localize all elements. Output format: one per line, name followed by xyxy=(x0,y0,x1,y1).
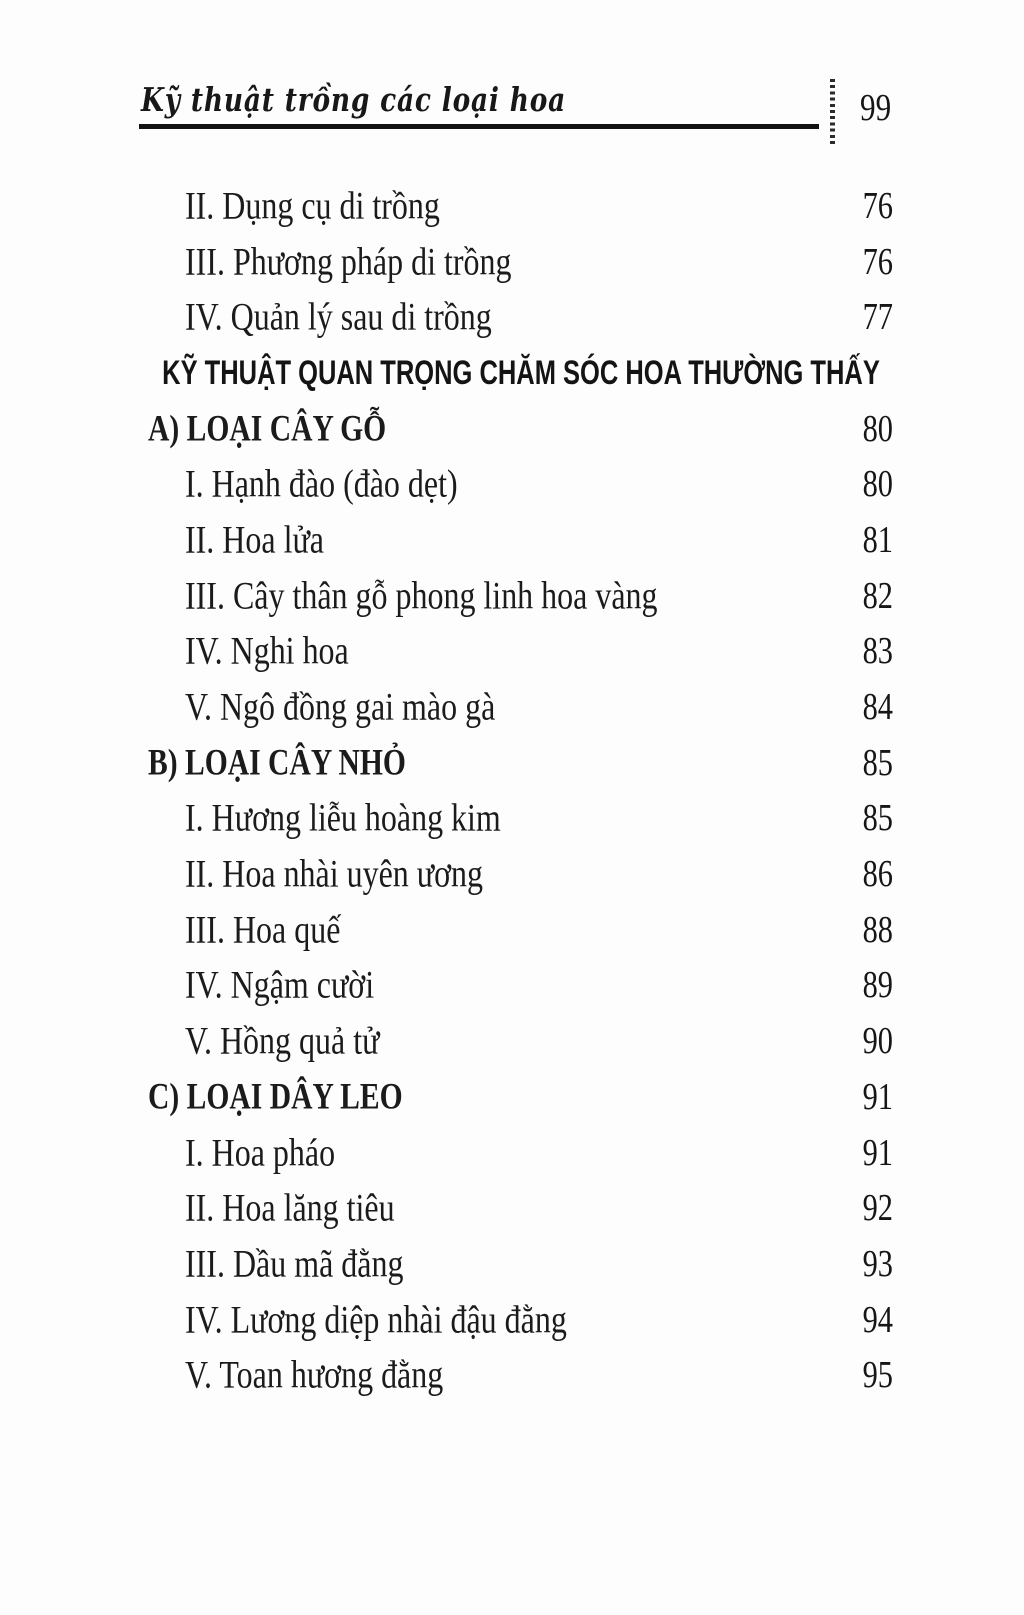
toc-entry-page: 93 xyxy=(862,1242,893,1285)
toc-entry-label: I. Hoa pháo xyxy=(185,1131,336,1175)
toc-entry-label: A) LOẠI CÂY GỖ xyxy=(148,408,387,450)
toc-entry-page: 81 xyxy=(862,518,893,561)
toc-entry-label: II. Dụng cụ di trồng xyxy=(185,184,440,228)
toc-entry-row xyxy=(148,1236,893,1292)
toc-entry-row xyxy=(148,1125,893,1181)
toc-entry-label: I. Hương liễu hoàng kim xyxy=(185,796,501,840)
toc-entry-row xyxy=(148,234,893,290)
toc-entry-row xyxy=(148,1013,893,1069)
toc-entry-label: V. Ngô đồng gai mào gà xyxy=(185,685,496,729)
toc-entry-row xyxy=(148,512,893,568)
toc-entry-label: I. Hạnh đào (đào dẹt) xyxy=(185,462,458,506)
toc-entry-page: 80 xyxy=(862,407,893,450)
toc-part-heading xyxy=(148,345,893,401)
toc-entry-label: C) LOẠI DÂY LEO xyxy=(148,1076,403,1118)
toc-entry-page: 95 xyxy=(862,1354,893,1397)
dotted-divider-icon xyxy=(830,79,835,147)
toc-entry-row xyxy=(148,1347,893,1403)
toc-section-row xyxy=(148,1069,893,1125)
toc-entry-page: 92 xyxy=(862,1187,893,1230)
toc-entry-page: 85 xyxy=(862,741,893,784)
toc-entry-page: 84 xyxy=(862,686,893,729)
toc-entry-page: 80 xyxy=(862,463,893,506)
toc-entry-row xyxy=(148,289,893,345)
toc-entry-label: III. Hoa quế xyxy=(185,908,341,952)
toc-entry-label: III. Cây thân gỗ phong linh hoa vàng xyxy=(185,574,658,618)
toc-entry-label: V. Hồng quả tử xyxy=(185,1019,380,1063)
toc-entry-page: 91 xyxy=(862,1131,893,1174)
toc-entry-label: IV. Lương diệp nhài đậu đằng xyxy=(185,1298,567,1342)
toc-entry-row xyxy=(148,791,893,847)
toc-entry-page: 86 xyxy=(862,853,893,896)
toc-entry-page: 82 xyxy=(862,574,893,617)
toc-entry-row xyxy=(148,568,893,624)
toc-entry-row xyxy=(148,902,893,958)
toc-entry-label: III. Phương pháp di trồng xyxy=(185,240,512,284)
toc-entry-label: III. Dầu mã đằng xyxy=(185,1242,404,1286)
toc-entry-label: IV. Ngậm cười xyxy=(185,963,375,1007)
toc-entry-page: 88 xyxy=(862,908,893,951)
page-number: 99 xyxy=(860,87,892,129)
toc-entry-page: 90 xyxy=(862,1020,893,1063)
toc-entry-row xyxy=(148,624,893,680)
toc-entry-page: 85 xyxy=(862,797,893,840)
toc-entry-row xyxy=(148,846,893,902)
toc-entry-label: II. Hoa lửa xyxy=(185,518,324,562)
toc-entry-page: 77 xyxy=(862,296,893,339)
toc-entry-page: 76 xyxy=(862,240,893,283)
running-head-title: Kỹ thuật trồng các loại hoa xyxy=(141,80,567,119)
toc-entry-label: IV. Nghi hoa xyxy=(185,629,349,673)
toc-entry-row xyxy=(148,1180,893,1236)
toc-entry-label: V. Toan hương đằng xyxy=(185,1353,444,1397)
toc-entry-row xyxy=(148,178,893,234)
toc-section-row xyxy=(148,401,893,457)
toc-entry-page: 83 xyxy=(862,630,893,673)
toc-entry-label: IV. Quản lý sau di trồng xyxy=(185,295,492,339)
header-rule xyxy=(139,124,819,129)
toc-entry-page: 91 xyxy=(862,1075,893,1118)
toc-entry-label: B) LOẠI CÂY NHỎ xyxy=(148,742,406,784)
toc-entry-row xyxy=(148,679,893,735)
toc-entry-page: 89 xyxy=(862,964,893,1007)
toc-entry-label: II. Hoa lăng tiêu xyxy=(185,1186,395,1230)
toc-entry-label: KỸ THUẬT QUAN TRỌNG CHĂM SÓC HOA THƯỜNG THẤY xyxy=(161,353,880,392)
toc-entry-row xyxy=(148,958,893,1014)
toc-list xyxy=(148,178,893,1403)
toc-entry-page: 76 xyxy=(862,184,893,227)
toc-section-row xyxy=(148,735,893,791)
toc-entry-label: II. Hoa nhài uyên ương xyxy=(185,852,484,896)
toc-entry-page: 94 xyxy=(862,1298,893,1341)
toc-entry-row xyxy=(148,456,893,512)
toc-entry-row xyxy=(148,1292,893,1348)
